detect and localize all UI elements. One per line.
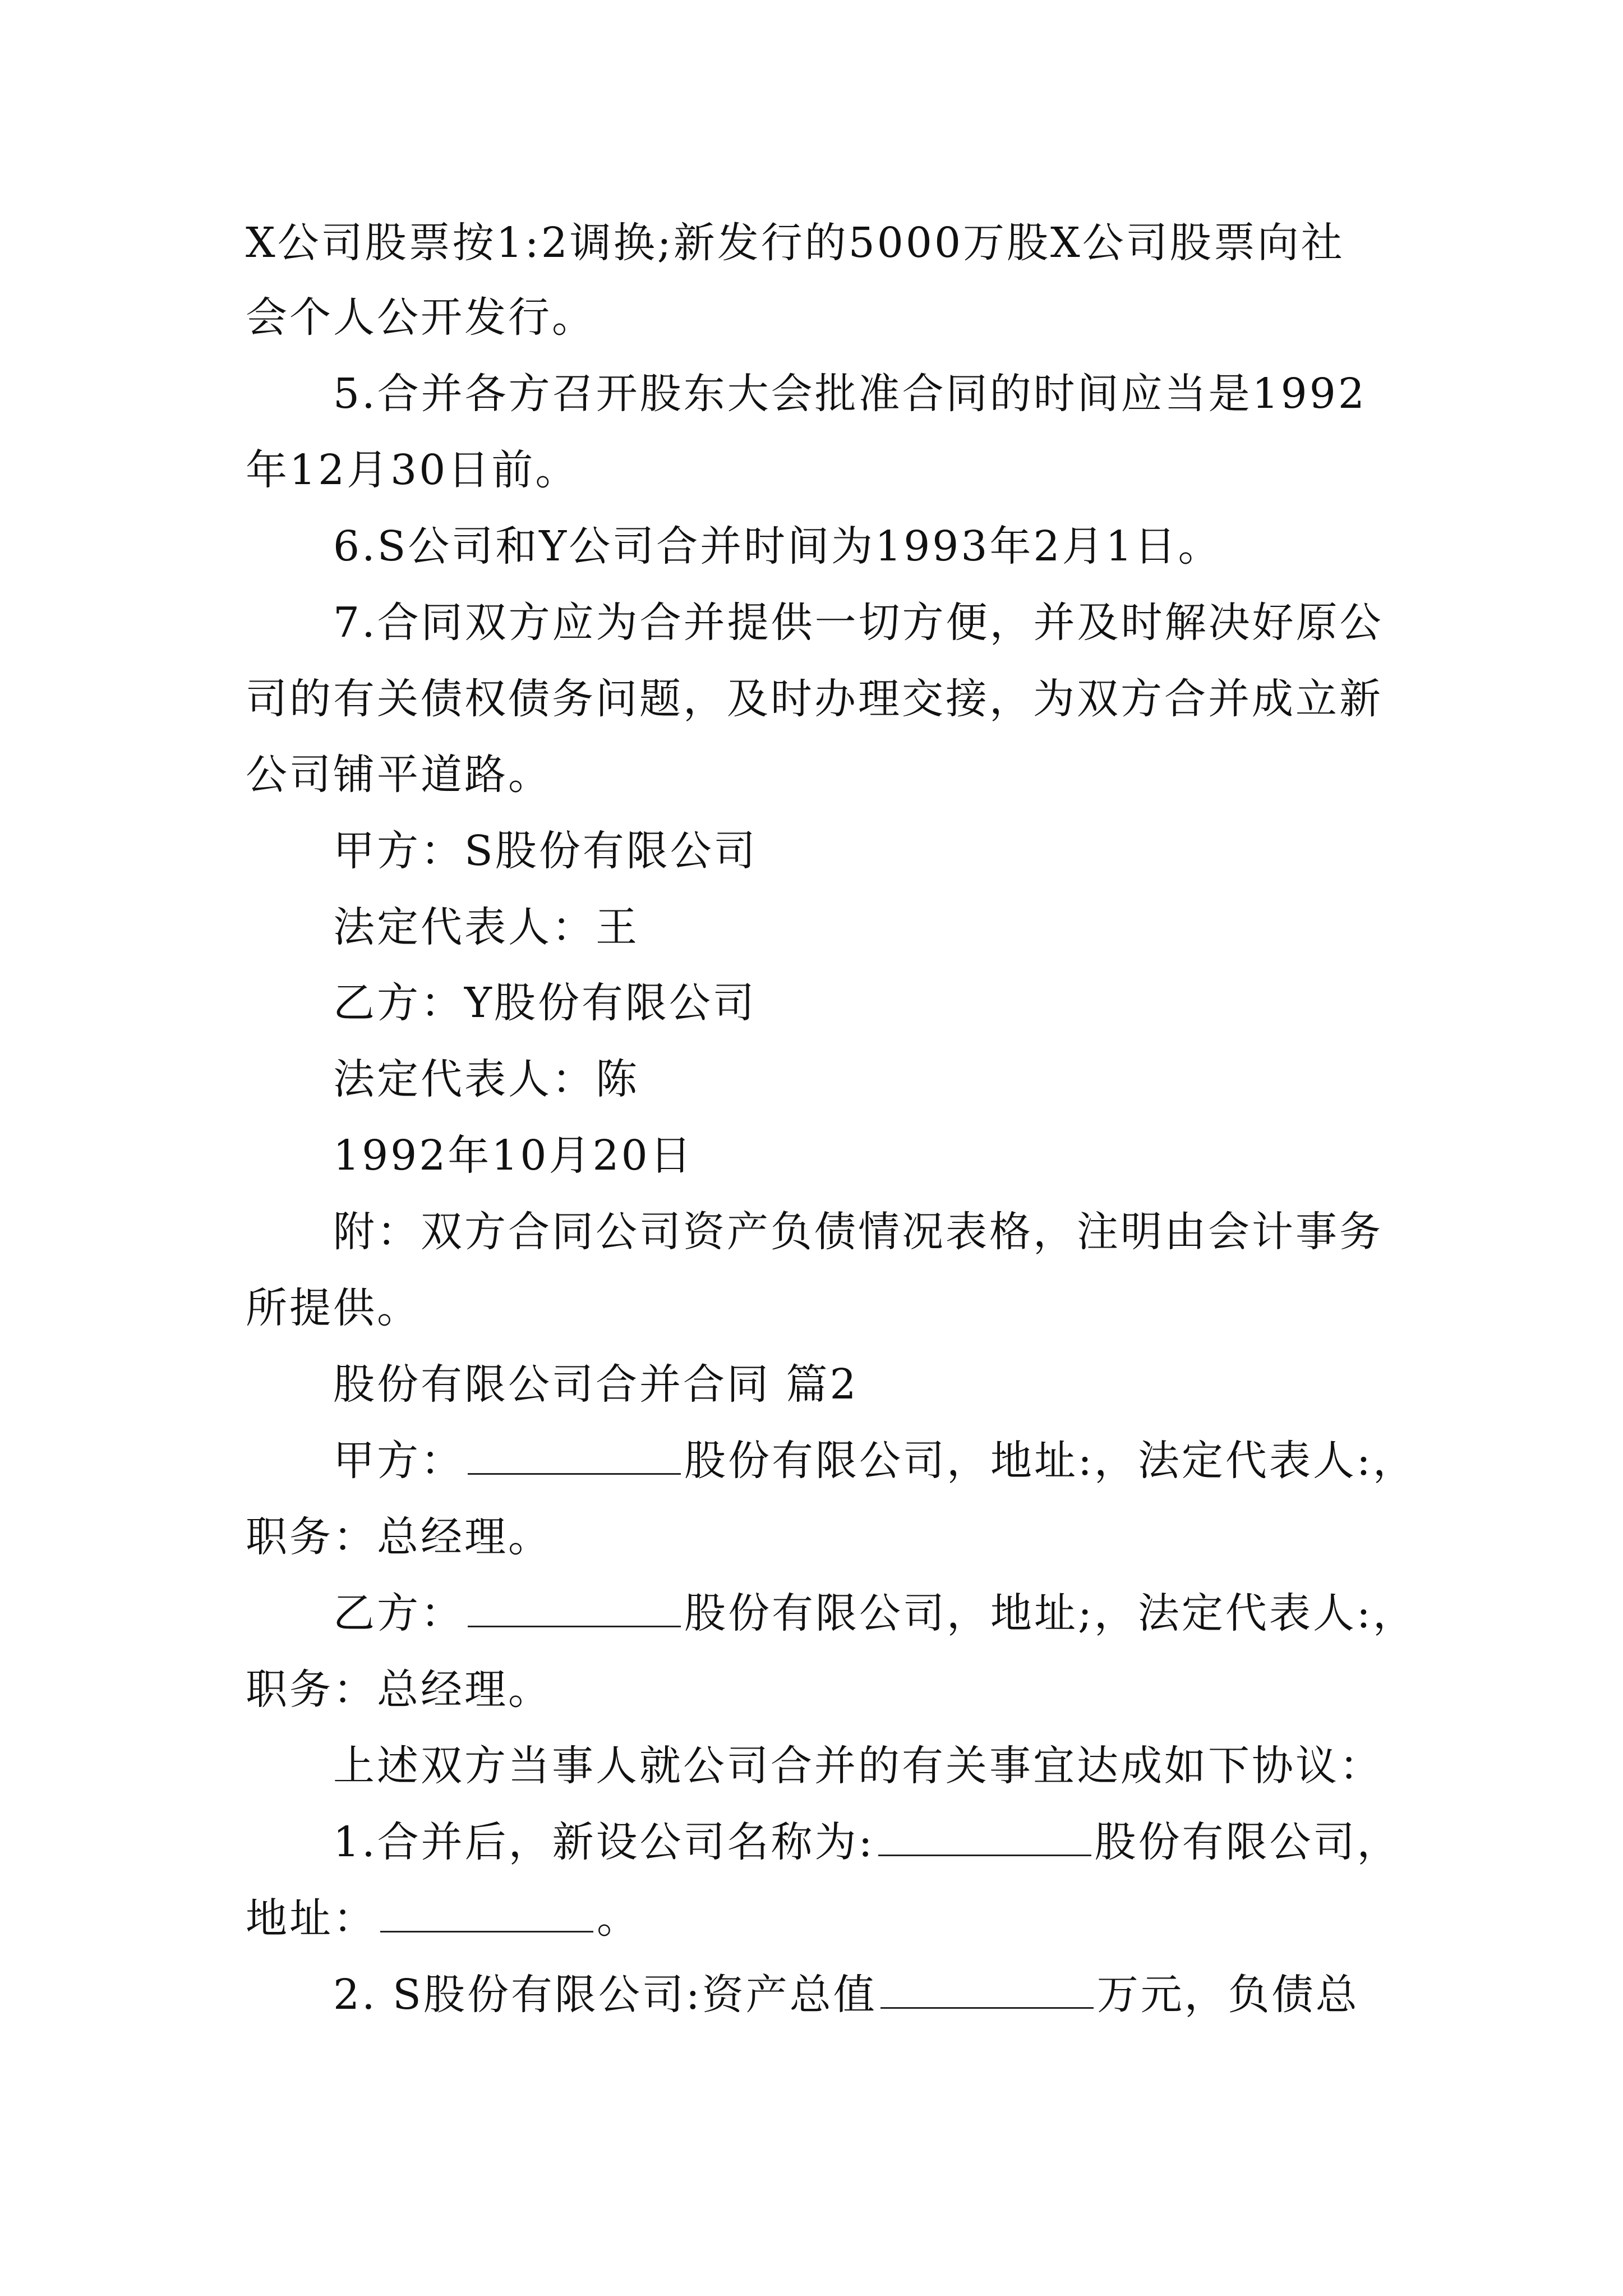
text-line: 年12月30日前。	[246, 446, 579, 494]
representative-a-line: 法定代表人：王	[333, 903, 639, 951]
text-line: 附：双方合同公司资产负债情况表格，注明由会计事务	[333, 1208, 1383, 1256]
blank-underline	[878, 1821, 1091, 1856]
address-line	[246, 1890, 640, 1947]
party-b-line: 乙方：Y股份有限公司	[333, 979, 757, 1027]
text-line: 6.S公司和Y公司合并时间为1993年2月1日。	[333, 522, 1222, 570]
party-b-fill-line	[333, 1585, 1417, 1641]
text-line: 5.合并各方召开股东大会批准合同的时间应当是1992	[333, 370, 1367, 418]
party-a-line: 甲方：S股份有限公司	[333, 827, 758, 875]
text-line: 职务：总经理。	[246, 1513, 552, 1561]
line-segment: 股份有限公司，地址;，法定代表人:，	[684, 1589, 1417, 1637]
line-segment: 甲方：	[333, 1437, 464, 1485]
blank-underline	[468, 1439, 681, 1475]
line-segment: 股份有限公司，	[1094, 1818, 1401, 1866]
representative-b-line: 法定代表人：陈	[333, 1055, 639, 1103]
text-line: 职务：总经理。	[246, 1665, 552, 1714]
text-line: 上述双方当事人就公司合并的有关事宜达成如下协议：	[333, 1742, 1383, 1790]
text-line: 会个人公开发行。	[246, 293, 596, 342]
line-segment: 1.合并后，新设公司名称为:	[333, 1818, 875, 1866]
blank-underline	[880, 1973, 1094, 2009]
text-line: 司的有关债权债务问题，及时办理交接，为双方合并成立新	[246, 675, 1383, 723]
line-segment: 股份有限公司，地址:，法定代表人:，	[684, 1437, 1417, 1485]
text-line: X公司股票按1:2调换;新发行的5000万股X公司股票向社	[246, 219, 1345, 267]
blank-underline	[468, 1592, 681, 1627]
section-heading: 股份有限公司合并合同 篇2	[333, 1360, 859, 1409]
text-line: 7.合同双方应为合并提供一切方便，并及时解决好原公	[333, 599, 1384, 647]
blank-underline	[380, 1897, 593, 1932]
line-segment: 地址：	[246, 1894, 377, 1943]
date-line: 1992年10月20日	[333, 1131, 694, 1180]
line-segment: 万元，负债总	[1096, 1971, 1359, 2019]
clause-1-line	[333, 1814, 1401, 1870]
line-segment: 2. S股份有限公司:资产总值	[333, 1971, 877, 2019]
line-segment: 乙方：	[333, 1589, 464, 1637]
party-a-fill-line	[333, 1433, 1417, 1489]
clause-2-line	[333, 1967, 1359, 2023]
text-line: 所提供。	[246, 1284, 421, 1332]
text-line: 公司铺平道路。	[246, 751, 552, 799]
line-segment: 。	[597, 1894, 640, 1943]
